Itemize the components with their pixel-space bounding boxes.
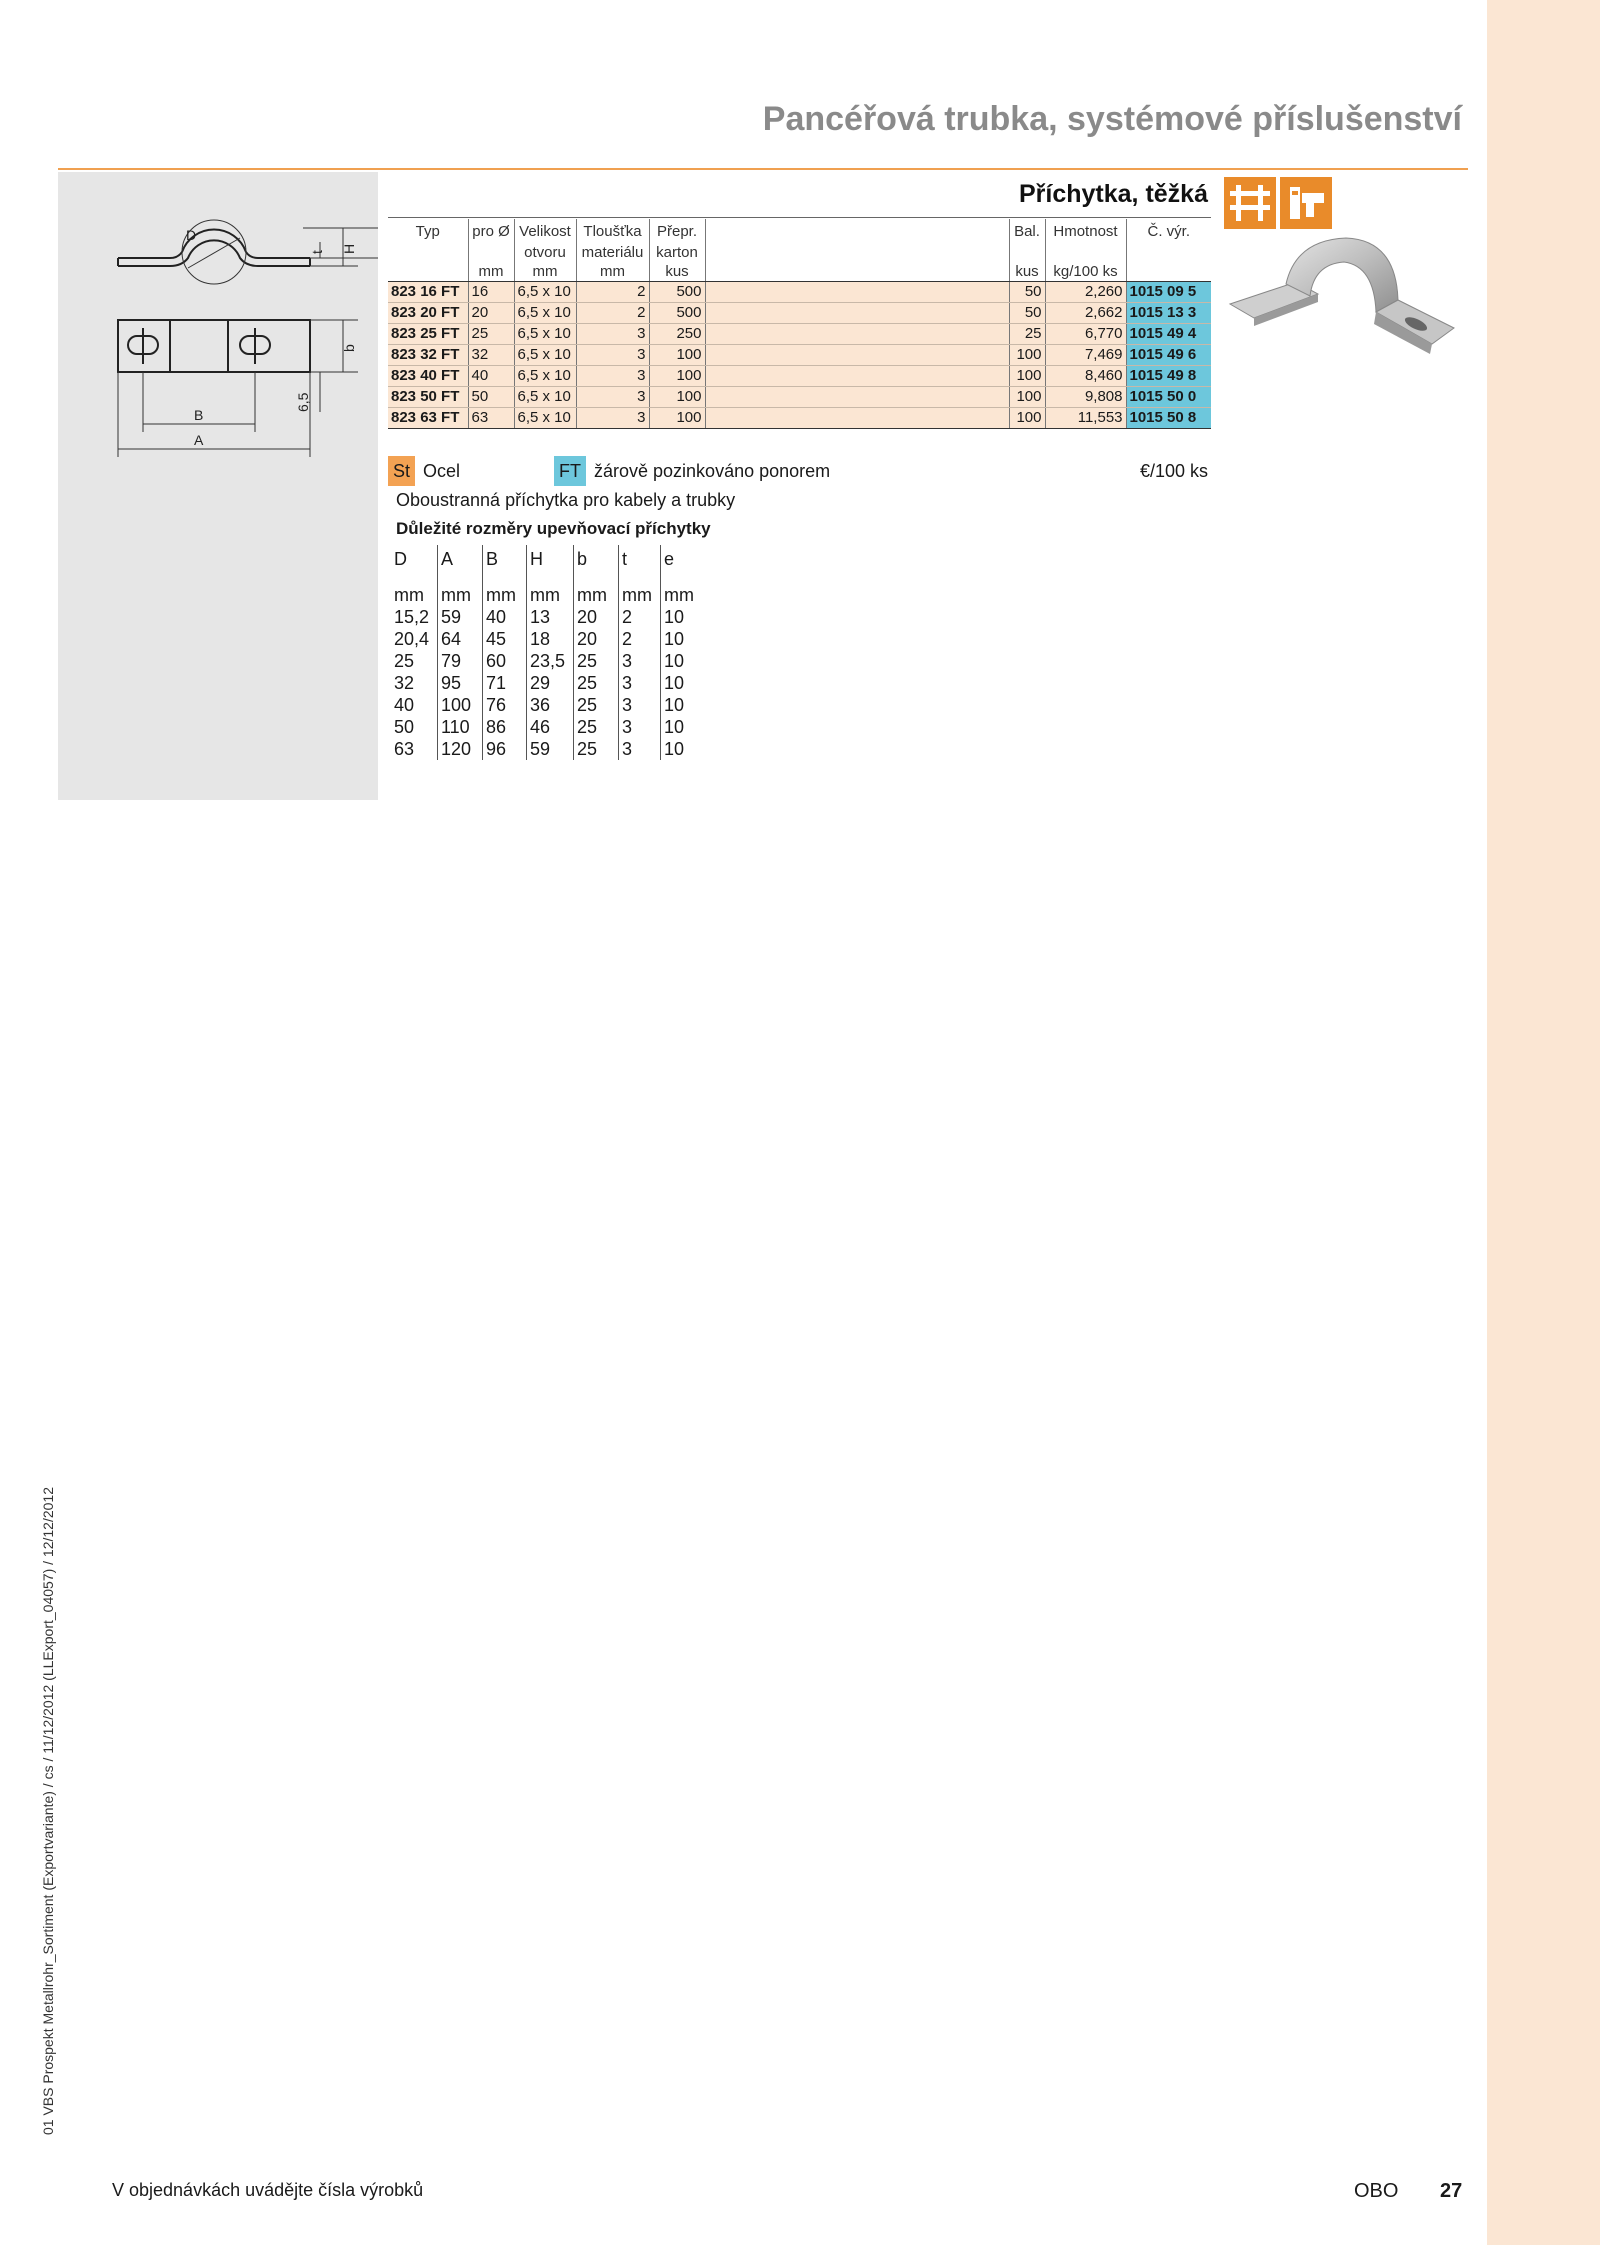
footer-note: V objednávkách uvádějte čísla výrobků xyxy=(112,2180,424,2200)
material-label: Ocel xyxy=(423,461,461,481)
col-header-weight: Hmotnost xyxy=(1045,219,1126,263)
dims-row: 50 110 86 46 25 3 10 xyxy=(391,716,702,738)
legend-material xyxy=(388,456,460,486)
table-row: 823 32 FT 32 6,5 x 10 3 100 100 7,469 1015 49 6 xyxy=(388,345,1211,366)
dimensions-table xyxy=(391,545,702,760)
finish-code-badge: FT xyxy=(554,456,586,486)
clamp-dimension-drawing xyxy=(58,172,378,800)
label-a: A xyxy=(194,432,204,448)
col-header-thickness: Tloušťka materiálu xyxy=(576,219,649,263)
col-header-article: Č. výr. xyxy=(1126,219,1211,263)
title-divider xyxy=(58,168,1468,170)
finish-label: žárově pozinkováno ponorem xyxy=(594,461,831,481)
label-h: H xyxy=(341,243,357,254)
table-row: 823 63 FT 63 6,5 x 10 3 100 100 11,553 1015 50 8 xyxy=(388,408,1211,429)
side-color-strip xyxy=(1487,0,1600,2245)
legend-finish xyxy=(554,456,830,486)
dims-row: 32 95 71 29 25 3 10 xyxy=(391,672,702,694)
dims-row: 63 120 96 59 25 3 10 xyxy=(391,738,702,760)
page-title: Pancéřová trubka, systémové příslušenství xyxy=(762,100,1462,138)
page-number: 27 xyxy=(1440,2180,1463,2202)
price-unit: €/100 ks xyxy=(1139,461,1208,481)
col-header-pack: Bal. xyxy=(1009,219,1045,263)
table-row: 823 25 FT 25 6,5 x 10 3 250 25 6,770 1015 49 4 xyxy=(388,324,1211,345)
section-title: Příchytka, těžká xyxy=(1019,180,1208,208)
dims-units-row: mm mm mm mm mm mm mm xyxy=(391,584,702,606)
dims-row: 20,4 64 45 18 20 2 10 xyxy=(391,628,702,650)
technical-drawing-panel xyxy=(58,172,378,800)
side-metadata: 01 VBS Prospekt Metallrohr_Sortiment (Exportvariante) / cs / 11/12/2012 (LLExport_04057) / 12/12/2012 xyxy=(40,1487,56,2135)
material-code-badge: St xyxy=(388,456,415,486)
dims-table-title: Důležité rozměry upevňovací příchytky xyxy=(396,519,711,538)
product-table-units: mm mm mm kus kus kg/100 ks xyxy=(388,263,1211,282)
table-row: 823 40 FT 40 6,5 x 10 3 100 100 8,460 1015 49 8 xyxy=(388,366,1211,387)
clamp-product-photo xyxy=(1226,232,1456,402)
section-divider xyxy=(388,217,1211,218)
dims-header-row: D A B H b t e xyxy=(391,545,702,584)
dims-row: 25 79 60 23,5 25 3 10 xyxy=(391,650,702,672)
table-row: 823 20 FT 20 6,5 x 10 2 500 50 2,662 1015 13 3 xyxy=(388,303,1211,324)
label-t: t xyxy=(309,250,325,254)
label-b-small: b xyxy=(341,344,357,352)
dims-row: 15,2 59 40 13 20 2 10 xyxy=(391,606,702,628)
hammer-drill-icon xyxy=(1280,177,1332,229)
product-table-header xyxy=(388,219,1211,263)
product-description: Oboustranná příchytka pro kabely a trubky xyxy=(396,490,736,510)
col-header-carton: Přepr. karton xyxy=(649,219,705,263)
label-hole-size: 6,5 xyxy=(295,392,311,412)
mounting-tools-icon xyxy=(1224,177,1276,229)
col-header-blank xyxy=(705,219,1009,263)
label-d: D xyxy=(186,227,197,243)
table-row: 823 50 FT 50 6,5 x 10 3 100 100 9,808 1015 50 0 xyxy=(388,387,1211,408)
product-table xyxy=(388,219,1211,429)
label-b: B xyxy=(194,407,204,423)
dims-row: 40 100 76 36 25 3 10 xyxy=(391,694,702,716)
footer-brand: OBO xyxy=(1354,2180,1399,2202)
col-header-hole-size: Velikost otvoru xyxy=(514,219,576,263)
col-header-diameter: pro Ø xyxy=(468,219,514,263)
table-row: 823 16 FT 16 6,5 x 10 2 500 50 2,260 1015 09 5 xyxy=(388,282,1211,303)
col-header-type: Typ xyxy=(415,223,440,240)
